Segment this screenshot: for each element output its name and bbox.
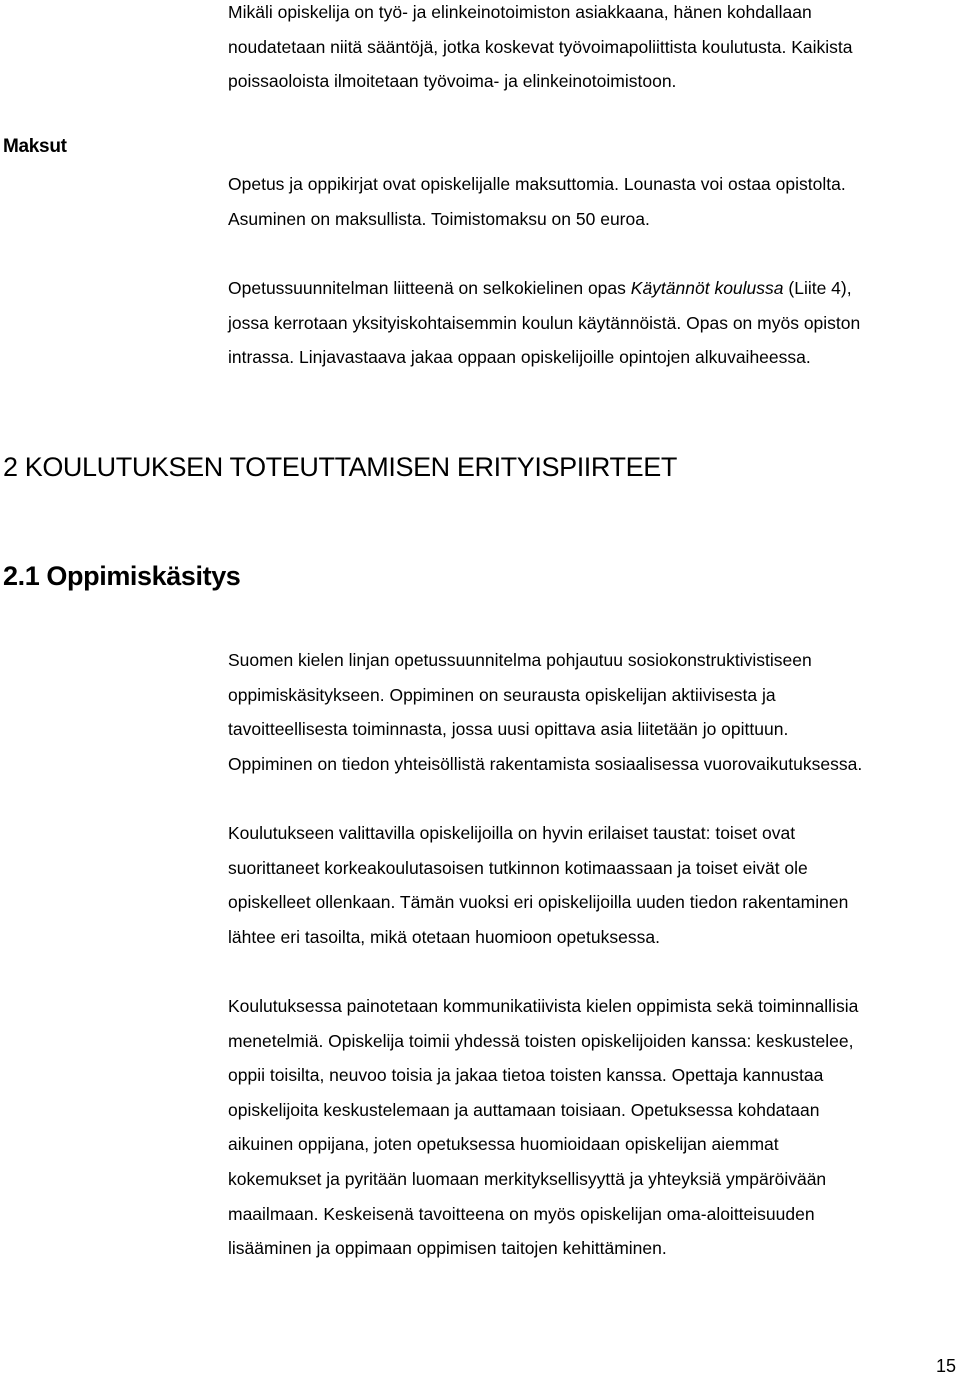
maksut-heading: Maksut [3, 136, 67, 157]
section-heading: 2.1 Oppimiskäsitys [3, 561, 241, 591]
text-line: oppimiskäsitykseen. Oppiminen on seurausta opiskelijan aktiivisesta ja [228, 684, 776, 705]
text-line: menetelmiä. Opiskelija toimii yhdessä toisten opiskelijoiden kanssa: keskustelee, [228, 1030, 854, 1051]
text-line: Mikäli opiskelija on työ- ja elinkeinotoimiston asiakkaana, hänen kohdallaan [228, 2, 812, 22]
text-line: tavoitteellisesta toiminnasta, jossa uusi opittava asia liitetään jo opittuun. [228, 719, 789, 740]
text-line: noudatetaan niitä sääntöjä, jotka koskevat työvoimapoliittista koulutusta. Kaikista [228, 36, 853, 57]
taustat-paragraph [228, 816, 948, 954]
text-line: suorittaneet korkeakoulutasoisen tutkinnon kotimaassaan ja toiset eivät ole [228, 857, 808, 878]
text-line: oppii toisilta, neuvoo toisia ja jakaa tietoa toisten kanssa. Opettaja kannustaa [228, 1065, 824, 1086]
text-line: Asuminen on maksullista. Toimistomaksu on 50 euroa. [228, 208, 650, 229]
text-line: Koulutuksessa painotetaan kommunikatiivista kielen oppimista sekä toiminnallisia [228, 996, 859, 1016]
guide-title: Käytännöt koulussa [630, 278, 784, 298]
text-line: aikuinen oppijana, joten opetuksessa huomioidaan opiskelijan aiemmat [228, 1134, 779, 1155]
text-line: Opetus ja oppikirjat ovat opiskelijalle maksuttomia. Lounasta voi ostaa opistolta. [228, 174, 846, 194]
maksut-paragraph [228, 167, 948, 236]
text-line: poissaoloista ilmoitetaan työvoima- ja elinkeinotoimistoon. [228, 71, 677, 92]
opas-paragraph [228, 271, 948, 375]
page-number: 15 [936, 1356, 957, 1376]
text-run: (Liite 4), [783, 278, 852, 298]
text-line: opiskelijoita keskustelemaan ja auttamaan toisiaan. Opetuksessa kohdataan [228, 1099, 820, 1120]
text-line: maailmaan. Keskeisenä tavoitteena on myös opiskelijan oma-aloitteisuuden [228, 1203, 815, 1224]
menetelmat-paragraph [228, 989, 948, 1266]
text-run: Opetussuunnitelman liitteenä on selkokielinen opas [228, 278, 631, 298]
text-line: Oppiminen on tiedon yhteisöllistä rakentamista sosiaalisessa vuorovaikutuksessa. [228, 753, 863, 774]
text-line: opiskelleet ollenkaan. Tämän vuoksi eri opiskelijoilla uuden tiedon rakentaminen [228, 892, 849, 913]
text-line: intrassa. Linjavastaava jakaa oppaan opiskelijoille opintojen alkuvaiheessa. [228, 347, 811, 368]
text-line: Koulutukseen valittavilla opiskelijoilla on hyvin erilaiset taustat: toiset ovat [228, 823, 796, 843]
text-line: jossa kerrotaan yksityiskohtaisemmin koulun käytännöistä. Opas on myös opiston [228, 312, 861, 333]
intro-paragraph [228, 0, 948, 99]
text-line: lähtee eri tasoilta, mikä otetaan huomioon opetuksessa. [228, 926, 660, 947]
text-line: kokemukset ja pyritään luomaan merkityksellisyyttä ja yhteyksiä ympäröivään [228, 1168, 827, 1189]
text-line: Suomen kielen linjan opetussuunnitelma pohjautuu sosiokonstruktivistiseen [228, 650, 812, 670]
oppimiskasitys-paragraph [228, 643, 948, 781]
chapter-heading: 2 KOULUTUKSEN TOTEUTTAMISEN ERITYISPIIRTEET [3, 452, 677, 482]
text-line: lisääminen ja oppimaan oppimisen taitojen kehittäminen. [228, 1238, 667, 1259]
text-line [228, 271, 948, 306]
